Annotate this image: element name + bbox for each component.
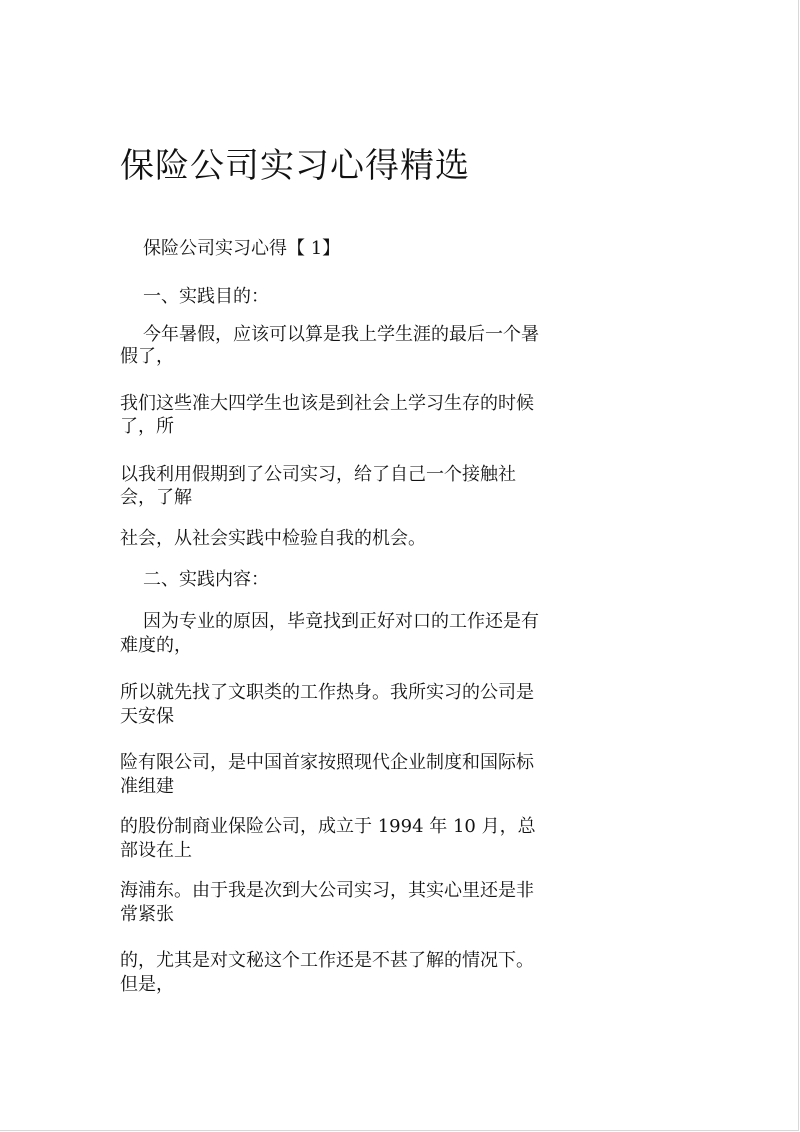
paragraph-line: 准组建 [120,776,174,797]
paragraph-line: 天安保 [120,706,174,727]
paragraph-line: 的，尤其是对文秘这个工作还是不甚了解的情况下。 [120,950,534,971]
paragraph-line: 难度的， [120,635,192,656]
section-heading-practice-1: 保险公司实习心得【 1】 [143,238,341,259]
paragraph-line: 部设在上 [120,840,192,861]
paragraph-line: 了，所 [120,416,174,437]
paragraph-line: 今年暑假，应该可以算是我上学生涯的最后一个暑 [143,324,539,345]
paragraph-line: 海浦东。由于我是次到大公司实习，其实心里还是非 [120,880,534,901]
paragraph-line: 以我利用假期到了公司实习，给了自己一个接触社 [120,464,516,485]
paragraph-line: 险有限公司，是中国首家按照现代企业制度和国际标 [120,752,534,773]
subheading-content: 二、实践内容： [143,569,269,590]
subheading-purpose: 一、实践目的： [143,286,269,307]
paragraph-line: 社会，从社会实践中检验自我的机会。 [120,528,426,549]
paragraph-line: 的股份制商业保险公司，成立于 1994 年 10 月，总 [120,816,536,837]
paragraph-line: 所以就先找了文职类的工作热身。我所实习的公司是 [120,682,534,703]
paragraph-line: 我们这些准大四学生也该是到社会上学习生存的时候 [120,393,534,414]
paragraph-line: 常紧张 [120,904,174,925]
paragraph-line: 会，了解 [120,487,192,508]
paragraph-line: 假了， [120,346,174,367]
paragraph-line: 因为专业的原因，毕竟找到正好对口的工作还是有 [143,611,539,632]
paragraph-line: 但是， [120,974,174,995]
document-title: 保险公司实习心得精选 [120,146,470,186]
